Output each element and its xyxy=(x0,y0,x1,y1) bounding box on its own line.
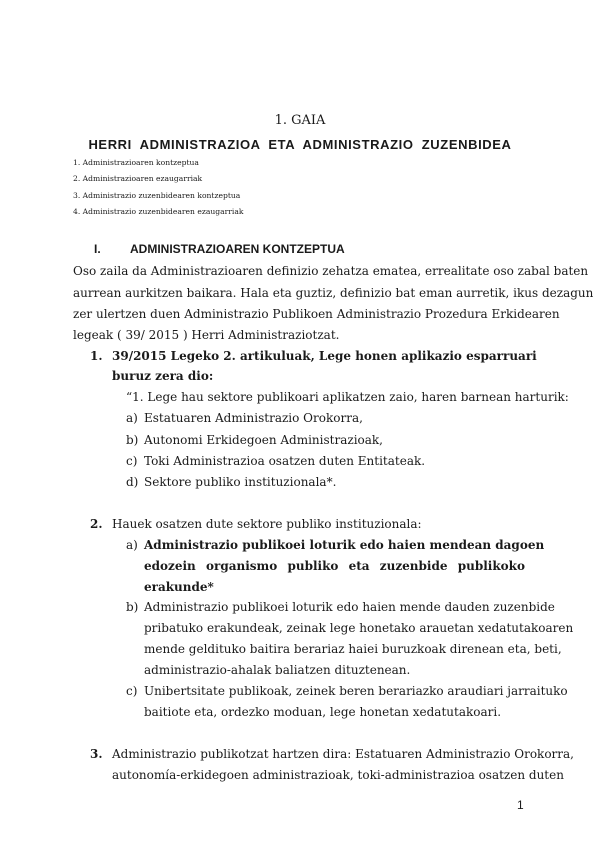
list-number: 2. xyxy=(90,517,103,531)
toc-item: 2. Administrazioaren ezaugarriak xyxy=(73,174,203,183)
toc-item: 4. Administrazio zuzenbidearen ezaugarriak xyxy=(73,207,244,216)
sub-text-line: pribatuko erakundeak, zeinak lege honetako arauetan xedatutakoaren xyxy=(144,621,574,635)
paragraph-line: aurrean aurkitzen baikara. Hala eta guztiz, definizio bat eman aurretik, ikus dezagun xyxy=(73,286,594,300)
sub-text-line: mende geldituko baitira berariaz haiei buruzkoak direnean eta, beti, xyxy=(144,642,562,656)
sub-text-line: erakunde* xyxy=(144,580,214,594)
item-heading-line: buruz zera dio: xyxy=(112,369,214,383)
sub-letter: a) xyxy=(126,411,138,425)
toc-item: 1. Administrazioaren kontzeptua xyxy=(73,158,199,167)
page-title: HERRI ADMINISTRAZIOA ETA ADMINISTRAZIO ZUZENBIDEA xyxy=(88,137,512,152)
item-heading-line: 39/2015 Legeko 2. artikuluak, Lege honen aplikazio esparruari xyxy=(112,349,537,363)
item-text-line: Administrazio publikotzat hartzen dira: Estatuaren Administrazio Orokorra, xyxy=(112,747,574,761)
sub-letter: c) xyxy=(126,454,138,468)
sub-text: Sektore publiko instituzionala*. xyxy=(144,475,337,489)
sub-text-line: Administrazio publikoei loturik edo haien mende dauden zuzenbide xyxy=(144,600,555,614)
sub-text: Toki Administrazioa osatzen duten Entitateak. xyxy=(144,454,426,468)
sub-letter: d) xyxy=(126,475,139,489)
sub-letter: b) xyxy=(126,600,139,614)
sub-text-line: Unibertsitate publikoak, zeinek beren berariazko araudiari jarraituko xyxy=(144,684,568,698)
quote-line: “1. Lege hau sektore publikoari aplikatzen zaio, haren barnean harturik: xyxy=(126,390,569,404)
list-number: 3. xyxy=(90,747,103,761)
sub-text-line: edozein organismo publiko eta zuzenbide publikoko xyxy=(144,559,525,573)
sub-text-line: Administrazio publikoei loturik edo haien mendean dagoen xyxy=(144,538,545,552)
section-title: ADMINISTRAZIOAREN KONTZEPTUA xyxy=(130,242,345,256)
sub-text: Estatuaren Administrazio Orokorra, xyxy=(144,411,363,425)
list-number: 1. xyxy=(90,349,103,363)
sub-letter: b) xyxy=(126,433,139,447)
sub-letter: a) xyxy=(126,538,138,552)
paragraph-line: legeak ( 39/ 2015 ) Herri Administraziotzat. xyxy=(73,328,340,342)
sub-text-line: baitiote eta, ordezko moduan, lege honetan xedatutakoari. xyxy=(144,705,502,719)
sub-letter: c) xyxy=(126,684,138,698)
page-number: 1 xyxy=(517,798,524,812)
topic-number: 1. GAIA xyxy=(274,113,326,128)
section-number: I. xyxy=(94,242,101,256)
sub-text-line: administrazio-ahalak baliatzen dituztenean. xyxy=(144,663,411,677)
item-text: Hauek osatzen dute sektore publiko instituzionala: xyxy=(112,517,422,531)
sub-text: Autonomi Erkidegoen Administrazioak, xyxy=(144,433,383,447)
paragraph-line: zer ulertzen duen Administrazio Publikoen Administrazio Prozedura Erkidearen xyxy=(73,307,560,321)
paragraph-line: Oso zaila da Administrazioaren definizio zehatza ematea, errealitate oso zabal baten xyxy=(73,264,589,278)
item-text-line: autonomía-erkidegoen administrazioak, toki-administrazioa osatzen duten xyxy=(112,768,564,782)
toc-item: 3. Administrazio zuzenbidearen kontzeptua xyxy=(73,191,241,200)
